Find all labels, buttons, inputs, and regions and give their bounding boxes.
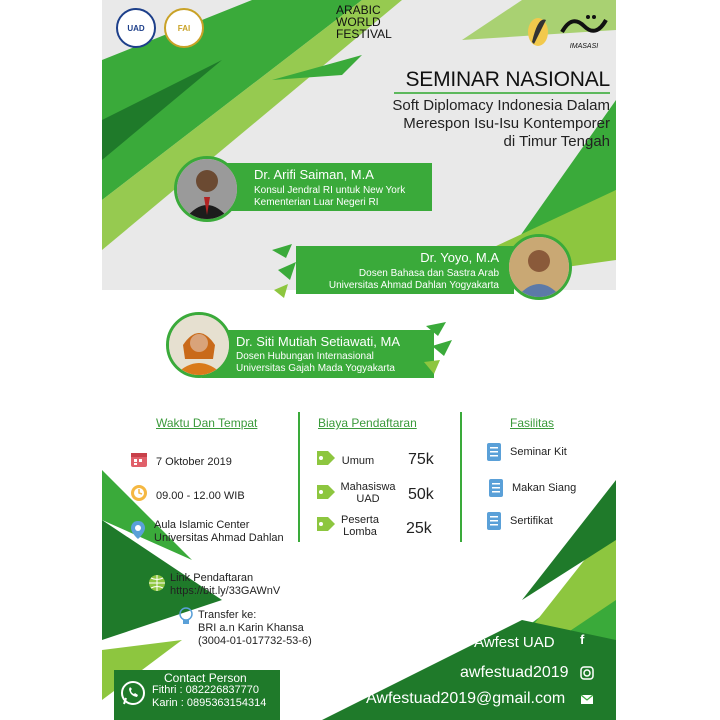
column-divider bbox=[298, 412, 300, 542]
price-value: 50k bbox=[408, 486, 434, 503]
event-time: 09.00 - 12.00 WIB bbox=[156, 490, 245, 502]
shard-particles bbox=[422, 320, 462, 376]
clock-icon bbox=[130, 484, 148, 502]
contact-heading: Contact Person bbox=[164, 671, 247, 685]
event-date: 7 Oktober 2019 bbox=[156, 456, 232, 468]
seminar-subtitle bbox=[314, 97, 610, 151]
link-label: Link Pendaftaran bbox=[170, 572, 254, 584]
facility-item: Sertifikat bbox=[510, 515, 553, 527]
speaker-name-1: Dr. Arifi Saiman, M.A bbox=[254, 167, 374, 182]
location-pin-icon bbox=[130, 520, 146, 540]
contact-person: Karin : 0895363154314 bbox=[152, 697, 267, 709]
transfer-line: Transfer ke: bbox=[198, 609, 257, 621]
transfer-line: BRI a.n Karin Khansa bbox=[198, 622, 304, 634]
email-icon bbox=[580, 693, 594, 705]
place-line: Universitas Ahmad Dahlan bbox=[154, 532, 284, 544]
calendar-icon bbox=[130, 450, 148, 468]
speaker-role-3: Dosen Hubungan Internasional bbox=[236, 351, 374, 362]
speaker-name-2: Dr. Yoyo, M.A bbox=[420, 250, 499, 265]
imasasi-logo-text: IMASASI bbox=[569, 43, 599, 50]
email-address[interactable]: Awfestuad2019@gmail.com bbox=[366, 690, 566, 707]
instagram-icon bbox=[580, 666, 594, 680]
subtitle-line: Merespon Isu-Isu Kontemporer bbox=[403, 115, 610, 132]
quill-logo bbox=[524, 12, 552, 48]
instagram-account: awfestuad2019 bbox=[460, 664, 569, 681]
speaker-photo-1 bbox=[174, 156, 240, 222]
speaker-role-2: Universitas Ahmad Dahlan Yogyakarta bbox=[328, 280, 499, 291]
subtitle-line: Soft Diplomacy Indonesia Dalam bbox=[392, 97, 610, 114]
imasasi-logo bbox=[558, 12, 610, 50]
speaker-photo-2 bbox=[506, 234, 572, 300]
speaker-role-3: Universitas Gajah Mada Yogyakarta bbox=[236, 363, 395, 374]
speaker-photo-3 bbox=[166, 312, 232, 378]
price-label: Umum bbox=[341, 455, 375, 467]
transfer-line: (3004-01-017732-53-6) bbox=[198, 635, 312, 647]
event-place bbox=[154, 519, 284, 545]
price-label: Peserta Lomba bbox=[341, 514, 379, 538]
transfer-info bbox=[198, 609, 312, 648]
price-tag-icon bbox=[316, 484, 336, 500]
facility-item: Seminar Kit bbox=[510, 446, 567, 458]
registration-link[interactable]: https://bit.ly/33GAWnV bbox=[170, 585, 281, 597]
place-line: Aula Islamic Center bbox=[154, 519, 250, 531]
speaker-role-2: Dosen Bahasa dan Sastra Arab bbox=[358, 268, 499, 279]
whatsapp-icon bbox=[120, 680, 146, 706]
document-icon bbox=[486, 511, 502, 531]
biaya-heading: Biaya Pendaftaran bbox=[318, 416, 417, 430]
title-underline bbox=[394, 92, 610, 94]
contact-person: Fithri : 082226837770 bbox=[152, 684, 260, 696]
lightbulb-icon bbox=[178, 607, 194, 627]
price-label: Mahasiswa UAD bbox=[340, 481, 396, 505]
festival-label: ARABIC WORLD FESTIVAL bbox=[336, 3, 392, 41]
facebook-icon: f bbox=[580, 632, 585, 647]
waktu-heading: Waktu Dan Tempat bbox=[156, 416, 258, 430]
speaker-role-1: Konsul Jendral RI untuk New York bbox=[254, 185, 406, 196]
speaker-name-3: Dr. Siti Mutiah Setiawati, MA bbox=[236, 334, 400, 349]
speaker-role-1: Kementerian Luar Negeri RI bbox=[254, 197, 379, 208]
globe-icon bbox=[148, 574, 166, 592]
document-icon bbox=[486, 442, 502, 462]
event-poster bbox=[102, 0, 616, 720]
subtitle-line: di Timur Tengah bbox=[503, 133, 610, 150]
fai-logo: FAI bbox=[164, 8, 204, 48]
price-value: 75k bbox=[408, 451, 434, 468]
price-value: 25k bbox=[406, 520, 432, 537]
facility-item: Makan Siang bbox=[512, 482, 577, 494]
fasilitas-heading: Fasilitas bbox=[510, 416, 555, 430]
column-divider bbox=[460, 412, 462, 542]
uad-seal-logo: UAD bbox=[116, 8, 156, 48]
document-icon bbox=[488, 478, 504, 498]
facebook-account: Awfest UAD bbox=[474, 634, 555, 651]
seminar-title: SEMINAR NASIONAL bbox=[405, 68, 610, 91]
